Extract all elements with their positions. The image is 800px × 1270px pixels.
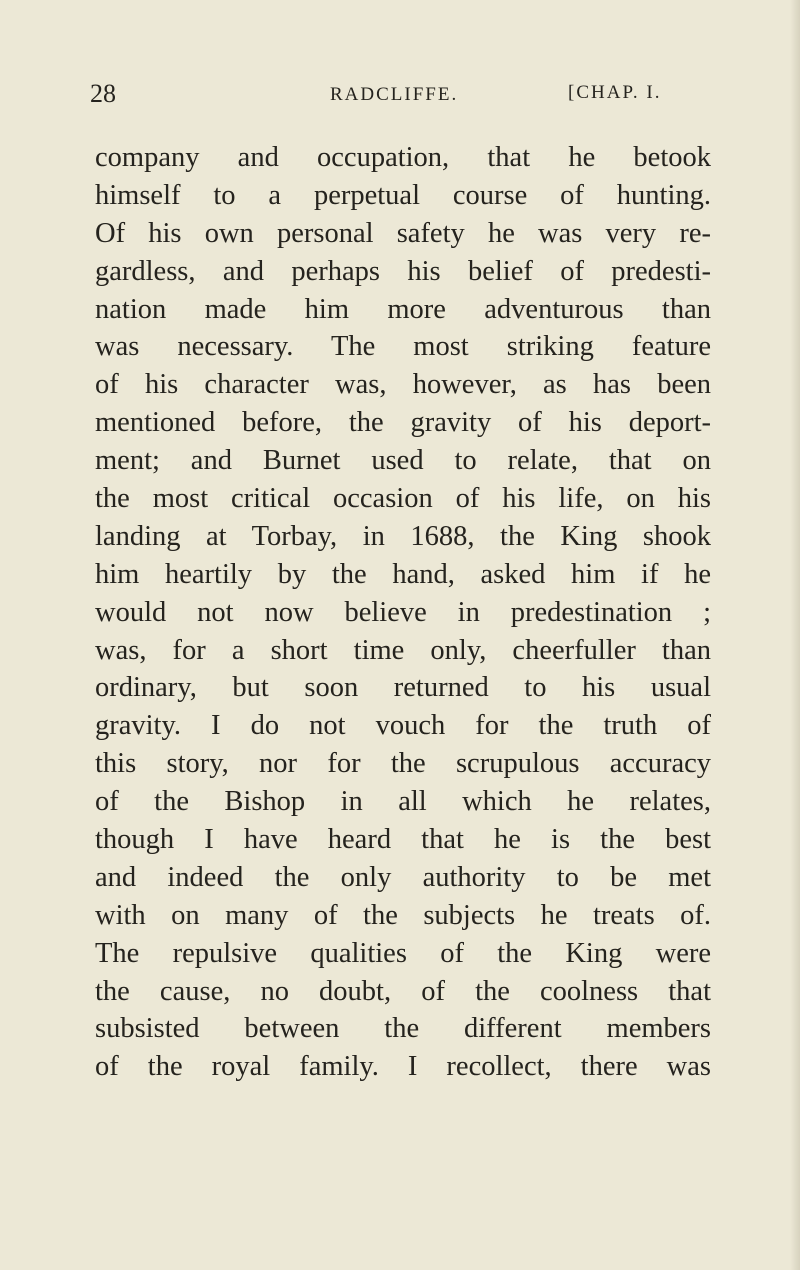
running-title: RADCLIFFE. xyxy=(330,84,459,105)
text-line: this story, nor for the scrupulous accuracy xyxy=(95,748,711,780)
text-line: subsisted between the different members xyxy=(95,1013,711,1045)
text-line: of the royal family. I recollect, there was xyxy=(95,1051,711,1083)
body-text xyxy=(95,139,711,1086)
text-line: landing at Torbay, in 1688, the King shook xyxy=(95,520,711,552)
page-number: 28 xyxy=(90,79,116,108)
text-line: ordinary, but soon returned to his usual xyxy=(95,672,711,704)
text-line: the most critical occasion of his life, on his xyxy=(95,483,711,515)
text-line: and indeed the only authority to be met xyxy=(95,861,711,893)
text-line: The repulsive qualities of the King were xyxy=(95,937,711,969)
text-line: was, for a short time only, cheerfuller than xyxy=(95,634,711,666)
text-line: the cause, no doubt, of the coolness that xyxy=(95,975,711,1007)
chapter-marker: [CHAP. I. xyxy=(568,82,662,103)
text-line: gardless, and perhaps his belief of predesti- xyxy=(95,255,711,287)
page-edge-shadow xyxy=(790,0,800,1270)
text-line: mentioned before, the gravity of his deport- xyxy=(95,407,711,439)
text-line: would not now believe in predestination ; xyxy=(95,596,711,628)
text-line: nation made him more adventurous than xyxy=(95,293,711,325)
text-line: ment; and Burnet used to relate, that on xyxy=(95,445,711,477)
text-line: gravity. I do not vouch for the truth of xyxy=(95,710,711,742)
text-line: though I have heard that he is the best xyxy=(95,824,711,856)
running-header xyxy=(90,79,710,109)
text-line: of the Bishop in all which he relates, xyxy=(95,786,711,818)
text-line: of his character was, however, as has been xyxy=(95,369,711,401)
text-line: with on many of the subjects he treats of. xyxy=(95,899,711,931)
text-line: was necessary. The most striking feature xyxy=(95,331,711,363)
text-line: himself to a perpetual course of hunting. xyxy=(95,179,711,211)
text-line: him heartily by the hand, asked him if he xyxy=(95,558,711,590)
text-line: Of his own personal safety he was very re- xyxy=(95,217,711,249)
text-line: company and occupation, that he betook xyxy=(95,142,711,173)
